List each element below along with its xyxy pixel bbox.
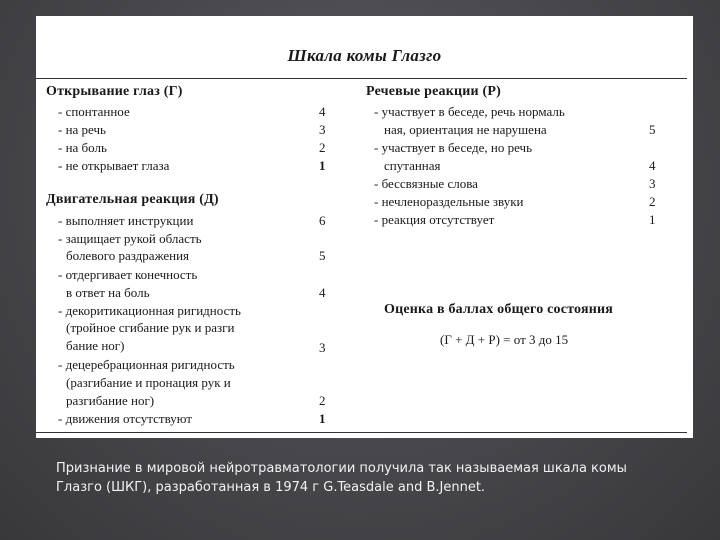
total-heading: Оценка в баллах общего состояния — [384, 302, 614, 317]
motor-item-score: 5 — [319, 248, 326, 263]
verbal-item-score: 3 — [649, 176, 656, 191]
motor-item-text: - декоритикационная ригидность — [58, 303, 241, 318]
verbal-item-text: - бессвязные слова — [374, 176, 478, 191]
glasgow-scale-table — [36, 16, 693, 438]
verbal-item-score: 1 — [649, 212, 656, 227]
total-formula: (Г + Д + Р) = от 3 до 15 — [440, 332, 569, 347]
eyes-item-score: 1 — [319, 158, 326, 173]
motor-item-score: 1 — [319, 411, 326, 426]
motor-item-text: (разгибание и пронация рук и — [66, 375, 231, 390]
motor-heading: Двигательная реакция (Д) — [46, 192, 219, 207]
eyes-item-score: 4 — [319, 104, 326, 119]
verbal-item-score: 4 — [649, 158, 656, 173]
bottom-rule — [36, 432, 687, 433]
motor-item-text: болевого раздражения — [66, 248, 190, 263]
eyes-item-text: - не открывает глаза — [58, 158, 170, 173]
motor-item-text: разгибание ног) — [66, 393, 155, 408]
motor-item-score: 3 — [319, 340, 326, 355]
eyes-item-score: 2 — [319, 140, 326, 155]
motor-item-text: - защищает рукой область — [58, 231, 202, 246]
motor-item-text: (тройное сгибание рук и разги — [66, 320, 235, 335]
verbal-item-text: - нечленораздельные звуки — [374, 194, 524, 209]
motor-item-text: - движения отсутствуют — [58, 411, 192, 426]
motor-item-text: - выполняет инструкции — [58, 213, 194, 228]
verbal-item-text: спутанная — [384, 158, 441, 173]
motor-item-score: 4 — [319, 285, 326, 300]
verbal-item-text: - участвует в беседе, но речь — [374, 140, 533, 155]
eyes-item-text: - на речь — [58, 122, 106, 137]
eyes-item-text: - на боль — [58, 140, 107, 155]
motor-item-text: - децеребрационная ригидность — [58, 357, 235, 372]
motor-item-text: в ответ на боль — [66, 285, 150, 300]
verbal-item-text: - реакция отсутствует — [374, 212, 495, 227]
slide-caption: Признание в мировой нейротравматологии получила так называемая шкала комы Глазго (ШКГ), разработанная в 1974 г G.Teasdale and B.Jennet. — [56, 461, 627, 495]
verbal-item-text: - участвует в беседе, речь нормаль — [374, 104, 565, 119]
verbal-item-score: 5 — [649, 122, 656, 137]
motor-item-text: - отдергивает конечность — [58, 267, 198, 282]
eyes-heading: Открывание глаз (Г) — [46, 84, 183, 99]
eyes-item-text: - спонтанное — [58, 104, 130, 119]
top-rule — [36, 78, 687, 79]
motor-item-text: бание ног) — [66, 338, 125, 353]
motor-item-score: 6 — [319, 213, 326, 228]
eyes-item-score: 3 — [319, 122, 326, 137]
verbal-item-text: ная, ориентация не нарушена — [384, 122, 547, 137]
verbal-item-score: 2 — [649, 194, 656, 209]
table-title: Шкала комы Глазго — [287, 46, 442, 65]
verbal-heading: Речевые реакции (Р) — [366, 84, 501, 99]
motor-item-score: 2 — [319, 393, 326, 408]
